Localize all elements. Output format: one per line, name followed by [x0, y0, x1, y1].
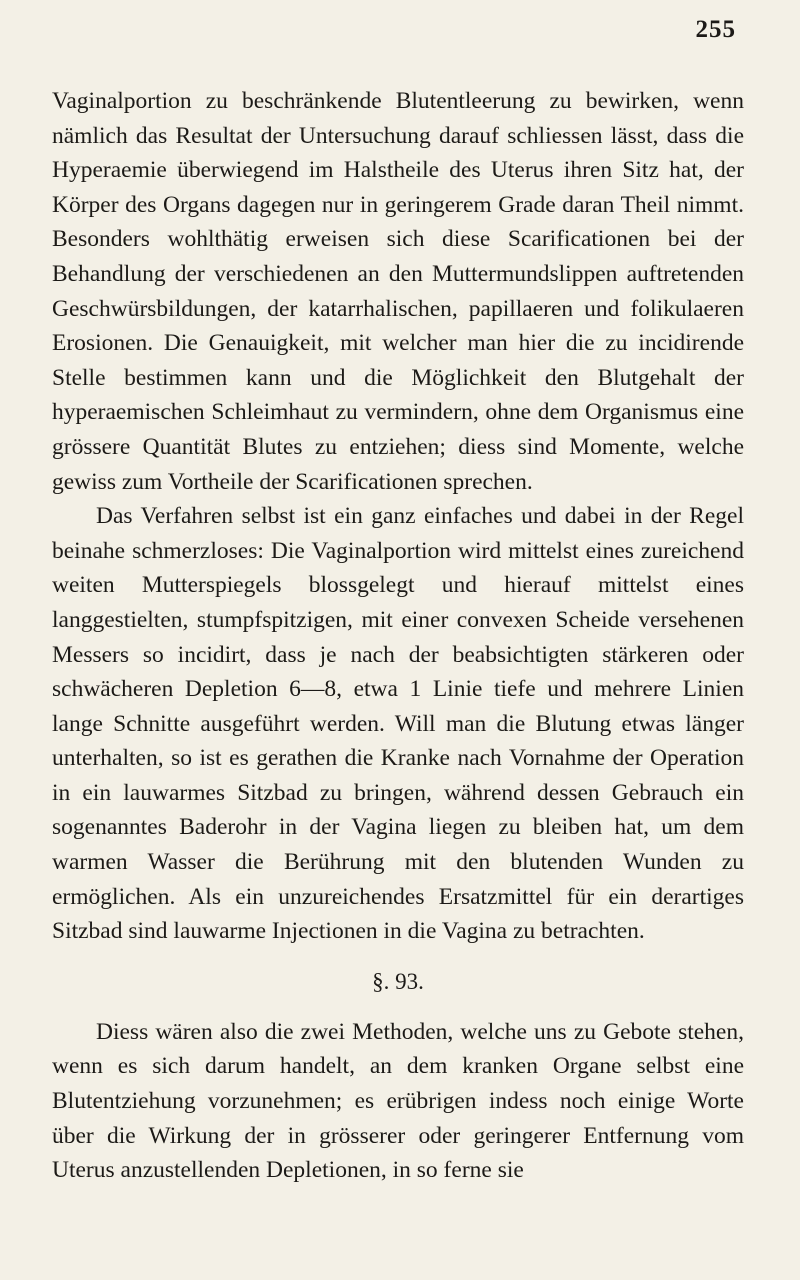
paragraph-1: Vaginalportion zu beschränkende Blutentleerung zu bewirken, wenn nämlich das Resultat der Untersuchung darauf schliessen lässt, dass die Hyperaemie überwiegend im Halstheile des Uterus ihren Sitz hat, der Körper des Organs dagegen nur in geringerem Grade daran Theil nimmt. Besonders wohlthätig erweisen sich diese Scarificationen bei der Behandlung der verschiedenen an den Muttermundslippen auftretenden Geschwürsbildungen, der katarrhalischen, papillaeren und folikulaeren Erosionen. Die Genauigkeit, mit welcher man hier die zu incidirende Stelle bestimmen kann und die Möglichkeit den Blutgehalt der hyperaemischen Schleimhaut zu vermindern, ohne dem Organismus eine grössere Quantität Blutes zu entziehen; diess sind Momente, welche gewiss zum Vortheile der Scarificationen sprechen.	[52, 88, 744, 495]
page-number: 255	[695, 16, 736, 43]
paragraph-3: Diess wären also die zwei Methoden, welche uns zu Gebote stehen, wenn es sich darum handelt, an dem kranken Organe selbst eine Blutentziehung vorzunehmen; es erübrigen indess noch einige Worte über die Wirkung der in grösserer oder geringerer Entfernung vom Uterus anzustellenden Depletionen, in so ferne sie	[52, 1018, 744, 1184]
section-heading: §. 93.	[372, 968, 424, 994]
paragraph-2: Das Verfahren selbst ist ein ganz einfaches und dabei in der Regel beinahe schmerzloses: Die Vaginalportion wird mittelst eines zureichend weiten Mutterspiegels blossgelegt und hierauf mittelst eines langgestielten, stumpfspitzigen, mit einer convexen Scheide versehenen Messers so incidirt, dass je nach der beabsichtigten stärkeren oder schwächeren Depletion 6—8, etwa 1 Linie tiefe und mehrere Linien lange Schnitte ausgeführt werden. Will man die Blutung etwas länger unterhalten, so ist es gerathen die Kranke nach Vornahme der Operation in ein lauwarmes Sitzbad zu bringen, während dessen Gebrauch ein sogenanntes Baderohr in der Vagina liegen zu bleiben hat, um dem warmen Wasser die Berührung mit den blutenden Wunden zu ermöglichen. Als ein unzureichendes Ersatzmittel für ein derartiges Sitzbad sind lauwarme Injectionen in die Vagina zu betrachten.	[52, 503, 744, 945]
body-text	[52, 84, 744, 1188]
